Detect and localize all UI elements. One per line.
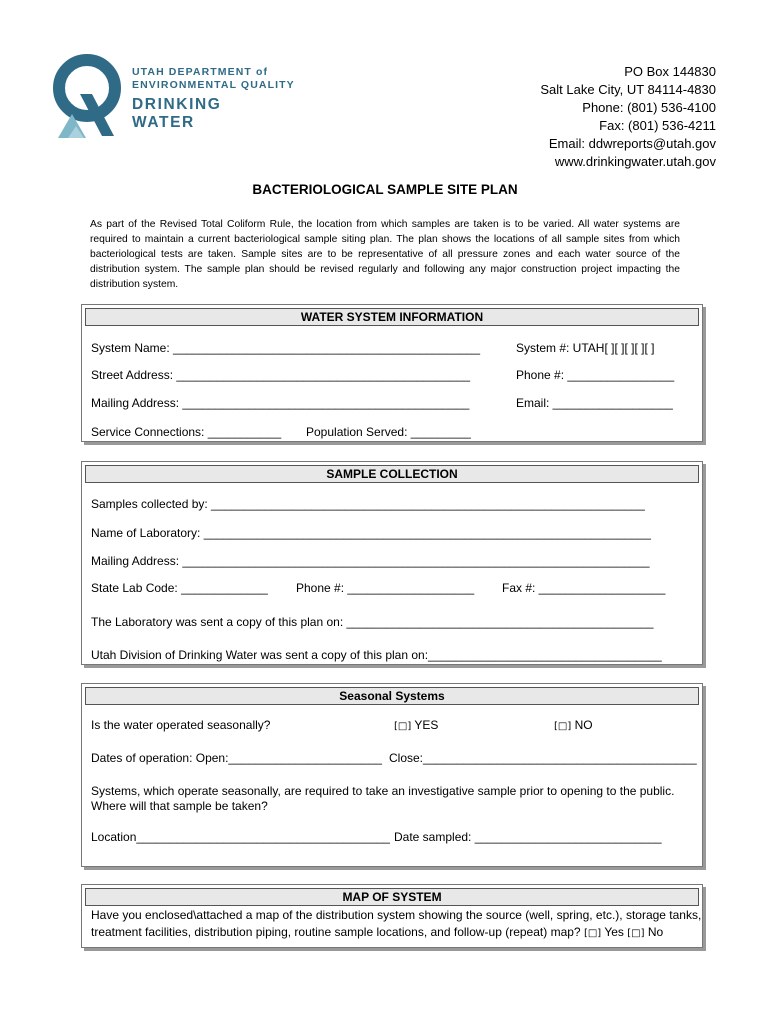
seasonal-systems-section (81, 683, 703, 867)
map-no-checkbox-icon[interactable]: [□] (627, 928, 645, 939)
email-field[interactable]: Email: __________________ (516, 396, 673, 410)
map-yes-label: Yes (604, 925, 624, 939)
state-lab-code-field[interactable]: State Lab Code: _____________ (91, 581, 268, 595)
system-number-field[interactable]: System #: UTAH[ ][ ][ ][ ][ ] (516, 341, 655, 355)
water-drop-logo-icon (50, 50, 130, 142)
email-address: Email: ddwreports@utah.gov (548, 136, 716, 151)
page-title: BACTERIOLOGICAL SAMPLE SITE PLAN (252, 182, 518, 197)
lab-phone-field[interactable]: Phone #: ___________________ (296, 581, 475, 595)
population-served-field[interactable]: Population Served: _________ (306, 425, 471, 439)
section-heading: Seasonal Systems (85, 687, 699, 705)
date-sampled-field[interactable]: Date sampled: ____________________________ (394, 830, 662, 844)
map-question-line1: Have you enclosed\attached a map of the distribution system showing the source (well, spring, etc.), storage tanks, (91, 908, 702, 922)
logo-division-name: DRINKING WATER (132, 96, 222, 131)
phone-field[interactable]: Phone #: ________________ (516, 368, 675, 382)
dates-close-field[interactable]: Close:_________________________________________ (389, 751, 697, 765)
contact-address-block (540, 63, 716, 171)
service-connections-field[interactable]: Service Connections: ___________ (91, 425, 282, 439)
po-box: PO Box 144830 (624, 64, 716, 79)
seasonal-note: Systems, which operate seasonally, are required to take an investigative sample prior to opening to the public. Where will that sample be taken? (91, 784, 675, 813)
seasonal-no-option[interactable] (554, 718, 593, 734)
dates-open-field[interactable]: Dates of operation: Open:_______________________ (91, 751, 382, 765)
map-yes-checkbox-icon[interactable]: [□] (583, 928, 602, 939)
map-no-label: No (647, 925, 664, 939)
phone-number: Phone: (801) 536-4100 (582, 100, 716, 115)
section-heading: MAP OF SYSTEM (85, 888, 699, 906)
water-system-section (81, 304, 703, 442)
sample-collection-section (81, 461, 703, 665)
seasonal-question: Is the water operated seasonally? (91, 718, 271, 732)
seasonal-yes-option[interactable] (394, 718, 438, 734)
yes-label: YES (414, 718, 439, 732)
lab-mailing-address-field[interactable]: Mailing Address: ______________________________________________________________________ (91, 554, 650, 568)
sample-location-field[interactable]: Location______________________________________ (91, 830, 390, 844)
no-label: NO (574, 718, 593, 732)
no-checkbox-icon[interactable]: [□] (554, 721, 572, 732)
section-heading: WATER SYSTEM INFORMATION (85, 308, 699, 326)
website-url: www.drinkingwater.utah.gov (554, 154, 716, 169)
yes-checkbox-icon[interactable]: [□] (394, 721, 412, 732)
mailing-address-field[interactable]: Mailing Address: ___________________________________________ (91, 396, 470, 410)
logo-agency-name: UTAH DEPARTMENT of ENVIRONMENTAL QUALITY (132, 66, 295, 91)
fax-number: Fax: (801) 536-4211 (599, 118, 716, 133)
samples-collected-by-field[interactable]: Samples collected by: _________________________________________________________________ (91, 497, 645, 511)
lab-copy-sent-field[interactable]: The Laboratory was sent a copy of this plan on: ______________________________________________ (91, 615, 654, 629)
city-state-zip: Salt Lake City, UT 84114-4830 (540, 82, 716, 97)
map-question-line2: treatment facilities, distribution piping, routine sample locations, and follow-up (repeat) map? [□] Yes [□] No (91, 925, 664, 939)
lab-fax-field[interactable]: Fax #: ___________________ (502, 581, 666, 595)
map-of-system-section (81, 884, 703, 948)
laboratory-name-field[interactable]: Name of Laboratory: ___________________________________________________________________ (91, 526, 651, 540)
ddw-copy-sent-field[interactable]: Utah Division of Drinking Water was sent a copy of this plan on:___________________________________ (91, 648, 662, 662)
intro-paragraph: As part of the Revised Total Coliform Rule, the location from which samples are taken is to be varied. All water systems are required to maintain a current bacteriological sample siting plan. The plan shows the locations of all sample sites from which bacteriological tests are taken. Sample sites are to be representative of all pressure zones and each water source of the distribution system. The sample plan should be revised regularly and following any major construction project impacting the distribution system. (90, 219, 680, 290)
system-name-field[interactable]: System Name: ______________________________________________ (91, 341, 481, 355)
section-heading: SAMPLE COLLECTION (85, 465, 699, 483)
udeq-logo (50, 50, 310, 142)
street-address-field[interactable]: Street Address: ____________________________________________ (91, 368, 471, 382)
